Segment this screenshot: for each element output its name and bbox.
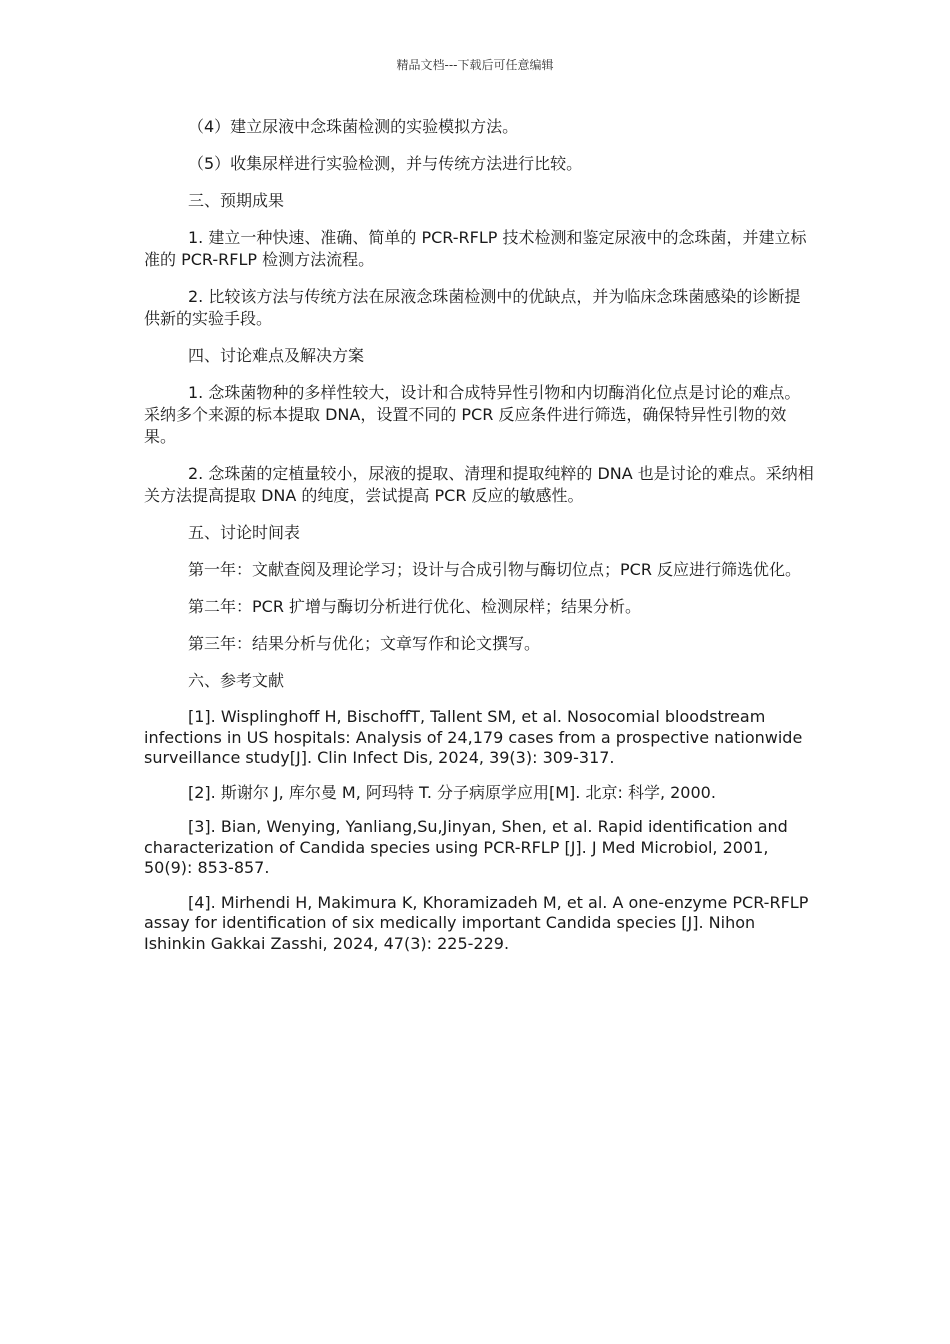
reference-item: [2]. 斯谢尔 J, 库尔曼 M, 阿玛特 T. 分子病原学应用[M]. 北京: 科学, 2000. bbox=[188, 782, 716, 802]
section-heading-references: 六、参考文献 bbox=[188, 671, 285, 690]
page-header: 精品文档---下载后可任意编辑 bbox=[396, 58, 554, 72]
section-heading-expected-results: 三、预期成果 bbox=[188, 191, 285, 210]
section-heading-difficulties: 四、讨论难点及解决方案 bbox=[188, 346, 365, 365]
section-heading-timeline: 五、讨论时间表 bbox=[188, 523, 301, 542]
step-5: （5）收集尿样进行实验检测，并与传统方法进行比较。 bbox=[188, 154, 583, 173]
expected-result-2: 2. 比较该方法与传统方法在尿液念珠菌检测中的优缺点，并为临床念珠菌感染的诊断提供新的实验手段。 bbox=[144, 287, 801, 328]
reference-item: [4]. Mirhendi H, Makimura K, Khoramizadeh M, et al. A one-enzyme PCR-RFLP assay for identification of six medically important Candida species [J]. Nihon Ishinkin Gakkai Zasshi, 2024, 47(3): 225-229. bbox=[144, 892, 809, 953]
timeline-year-2: 第二年：PCR 扩增与酶切分析进行优化、检测尿样；结果分析。 bbox=[188, 597, 642, 616]
reference-item: [3]. Bian, Wenying, Yanliang,Su,Jinyan, Shen, et al. Rapid identification and characterization of Candida species using PCR-RFLP [J]. J Med Microbiol, 2001, 50(9): 853-857. bbox=[144, 817, 788, 877]
step-4: （4）建立尿液中念珠菌检测的实验模拟方法。 bbox=[188, 117, 519, 136]
difficulty-1: 1. 念珠菌物种的多样性较大，设计和合成特异性引物和内切酶消化位点是讨论的难点。采纳多个来源的标本提取 DNA，设置不同的 PCR 反应条件进行筛选，确保特异性引物的效果。 bbox=[144, 383, 801, 446]
timeline-year-3: 第三年：结果分析与优化；文章写作和论文撰写。 bbox=[188, 634, 541, 653]
reference-item: [1]. Wisplinghoff H, BischoffT, Tallent SM, et al. Nosocomial bloodstream infections in US hospitals: Analysis of 24,179 cases from a prospective nationwide surveillance study[J]. Clin Infect Dis, 2024, 39(3): 309-317. bbox=[144, 707, 803, 767]
document-body bbox=[144, 116, 814, 968]
difficulty-2: 2. 念珠菌的定植量较小，尿液的提取、清理和提取纯粹的 DNA 也是讨论的难点。采纳相关方法提高提取 DNA 的纯度，尝试提高 PCR 反应的敏感性。 bbox=[144, 464, 814, 505]
expected-result-1: 1. 建立一种快速、准确、简单的 PCR-RFLP 技术检测和鉴定尿液中的念珠菌，并建立标准的 PCR-RFLP 检测方法流程。 bbox=[144, 228, 807, 269]
timeline-year-1: 第一年：文献查阅及理论学习；设计与合成引物与酶切位点；PCR 反应进行筛选优化。 bbox=[188, 560, 802, 579]
